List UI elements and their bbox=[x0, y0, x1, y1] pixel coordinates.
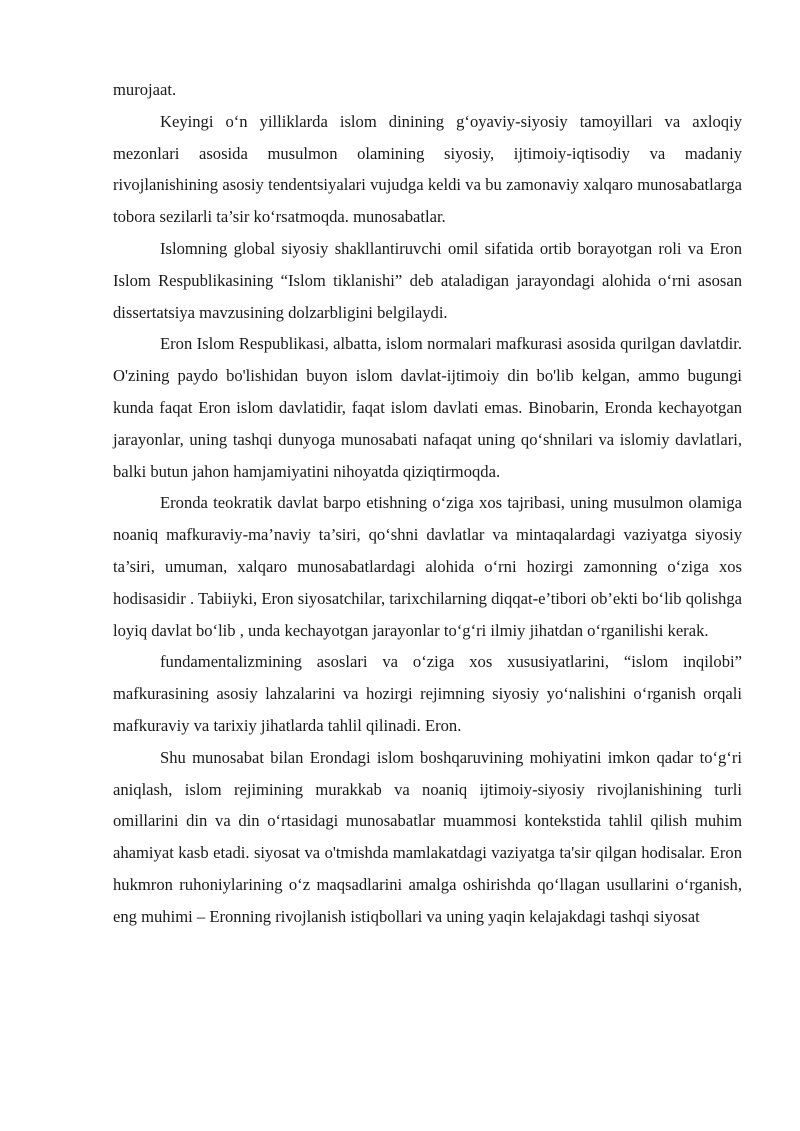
paragraph: Islomning global siyosiy shakllantiruvchi omil sifatida ortib borayotgan roli va Eron Islom Respublikasining “Islom tiklanishi” deb ataladigan jarayondagi alohida o‘rni asosan dissertatsiya mavzusining dolzarbligini belgilaydi. bbox=[113, 238, 742, 322]
document-body bbox=[113, 74, 742, 933]
paragraph-continuation: murojaat. bbox=[113, 80, 177, 99]
paragraph: Keyingi o‘n yilliklarda islom dinining g‘oyaviy-siyosiy tamoyillari va axloqiy mezonlari asosida musulmon olamining siyosiy, ijtimoiy-iqtisodiy va madaniy rivojlanishining asosiy tendentsiyalari vujudga keldi va bu zamonaviy xalqaro munosabatlarga tobora sezilarli ta’sir ko‘rsatmoqda. munosabatlar. bbox=[113, 111, 742, 227]
paragraph: Eronda teokratik davlat barpo etishning o‘ziga xos tajribasi, uning musulmon olamiga noaniq mafkuraviy-ma’naviy ta’siri, qo‘shni davlatlar va mintaqalardagi vaziyatga siyosiy ta’siri, umuman, xalqaro munosabatlardagi alohida o‘rni hozirgi zamonning o‘ziga xos hodisasidir . Tabiiyki, Eron siyosatchilar, tarixchilarning diqqat-e’tibori ob’ekti bo‘lib qolishga loyiq davlat bo‘lib , unda kechayotgan jarayonlar to‘g‘ri ilmiy jihatdan o‘rganilishi kerak. bbox=[113, 493, 742, 640]
paragraph: Shu munosabat bilan Erondagi islom boshqaruvining mohiyatini imkon qadar to‘g‘ri aniqlash, islom rejimining murakkab va noaniq ijtimoiy-siyosiy rivojlanishining turli omillarini din va din o‘rtasidagi munosabatlar muammosi kontekstida tahlil qilish muhim ahamiyat kasb etadi. siyosat va o'tmishda mamlakatdagi vaziyatga ta'sir qilgan hodisalar. Eron hukmron ruhoniylarining o‘z maqsadlarini amalga oshirishda qo‘llagan usullarini o‘rganish, eng muhimi – Eronning rivojlanish istiqbollari va uning yaqin kelajakdagi tashqi siyosat bbox=[113, 747, 742, 926]
paragraph: fundamentalizmining asoslari va o‘ziga xos xususiyatlarini, “islom inqilobi” mafkurasining asosiy lahzalarini va hozirgi rejimning siyosiy yo‘nalishini o‘rganish orqali mafkuraviy va tarixiy jihatlarda tahlil qilinadi. Eron. bbox=[113, 652, 742, 735]
paragraph: Eron Islom Respublikasi, albatta, islom normalari mafkurasi asosida qurilgan davlatdir. O'zining paydo bo'lishidan buyon islom davlat-ijtimoiy din bo'lib kelgan, ammo bugungi kunda faqat Eron islom davlatidir, faqat islom davlati emas. Binobarin, Eronda kechayotgan jarayonlar, uning tashqi dunyoga munosabati nafaqat uning qo‘shnilari va islomiy davlatlari, balki butun jahon hamjamiyatini nihoyatda qiziqtirmoqda. bbox=[113, 334, 742, 481]
